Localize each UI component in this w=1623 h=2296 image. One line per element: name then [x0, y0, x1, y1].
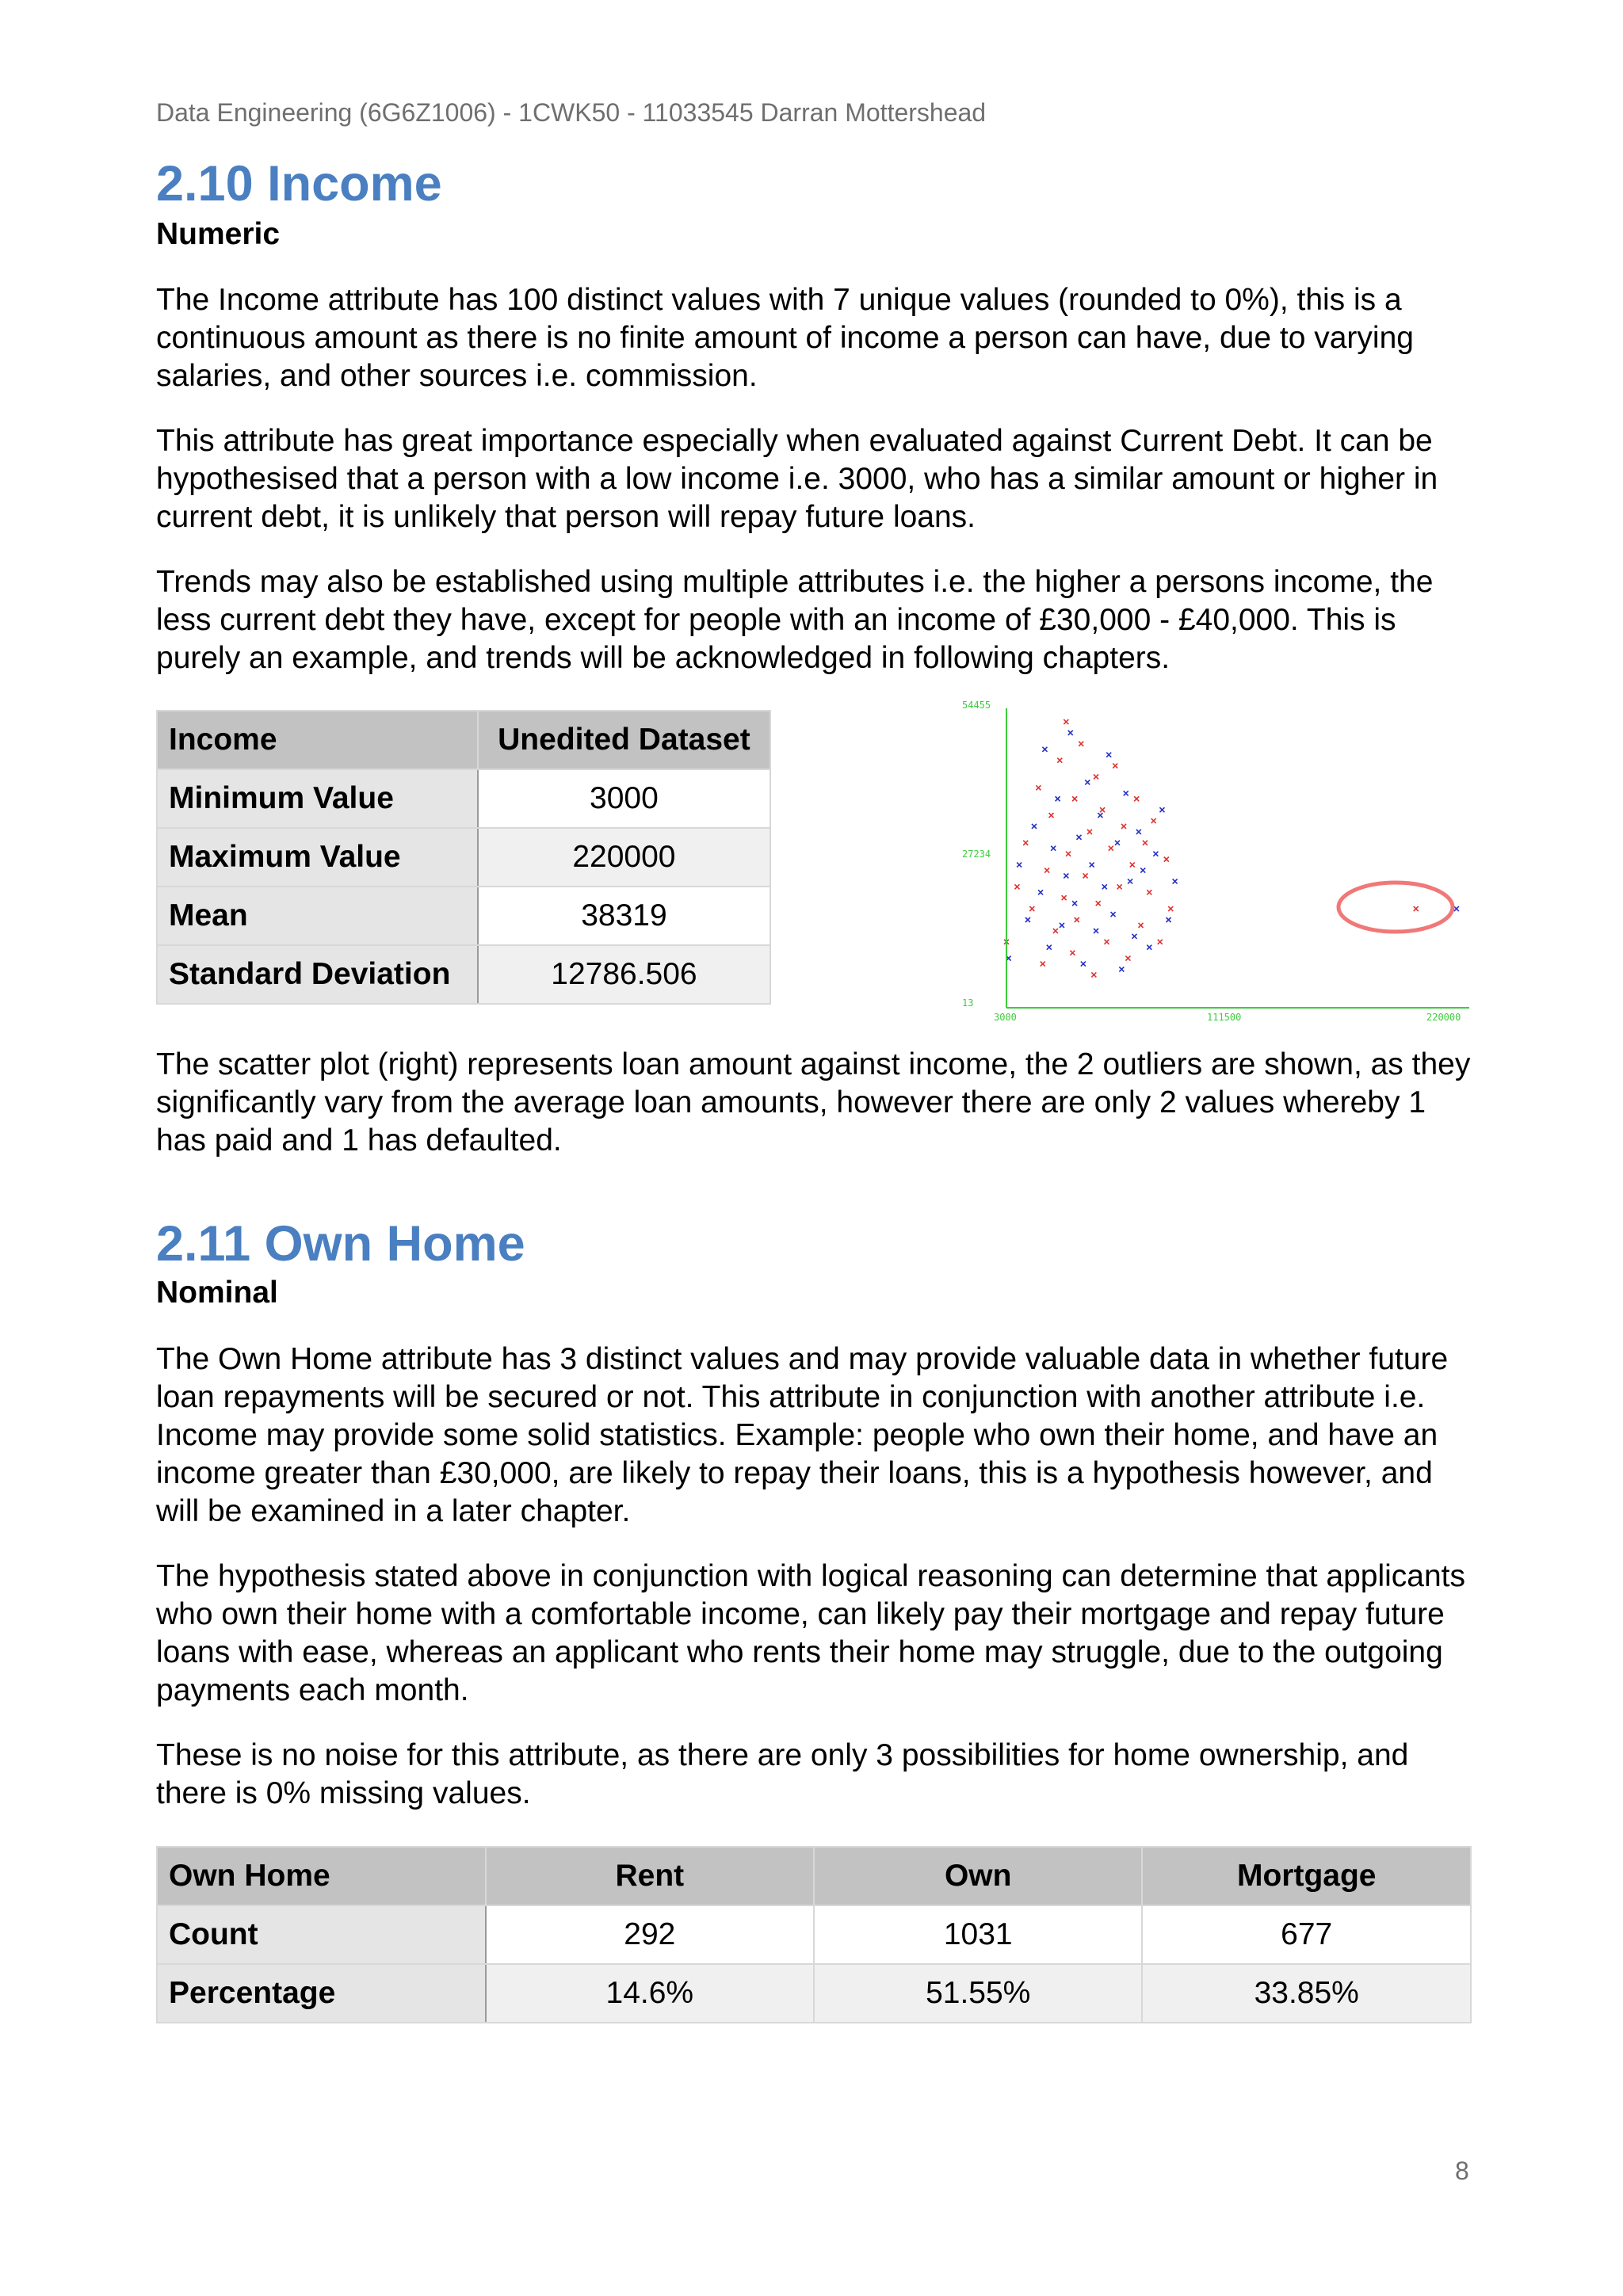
scatter-point: [1044, 868, 1049, 873]
scatter-point: [1041, 962, 1045, 967]
scatter-point: [1128, 879, 1132, 883]
scatter-point: [1091, 972, 1096, 977]
paragraph: The Income attribute has 100 distinct values with 7 unique values (rounded to 0%), this is a continuous amount as there is no finite amount of income a person can have, due to varying salaries, and other sources i.e. commission.: [156, 283, 1414, 393]
scatter-point: [1096, 901, 1101, 906]
scatter-point: [1053, 929, 1058, 933]
scatter-point: [1017, 863, 1022, 868]
income-kind-label: Numeric: [156, 217, 281, 251]
own-home-text: [156, 1341, 1472, 1813]
scatter-point: [1056, 796, 1060, 801]
scatter-point: [1130, 863, 1135, 868]
scatter-point: [1124, 791, 1128, 795]
running-header: Data Engineering (6G6Z1006) - 1CWK50 - 11033545 Darran Mottershead: [156, 98, 987, 127]
scatter-point: [1414, 906, 1419, 911]
scatter-point: [1164, 857, 1169, 862]
scatter-point: [1167, 917, 1171, 922]
table-row: [157, 769, 770, 828]
scatter-point: [1111, 912, 1116, 917]
scatter-point: [1064, 873, 1068, 878]
scatter-point: [1064, 719, 1068, 724]
scatter-point: [1139, 923, 1144, 928]
paragraph: This attribute has great importance especially when evaluated against Current Debt. It can be hypothesised that a person with a low income i.e. 3000, who has a similar amount or higher in current debt, it is unlikely that person will repay future loans.: [156, 424, 1438, 534]
scatter-point: [1090, 863, 1094, 868]
scatter-point: [1077, 835, 1082, 840]
table-header-cell: Mortgage: [1142, 1847, 1471, 1905]
scatter-point: [1029, 906, 1034, 911]
table-header-cell: Rent: [486, 1847, 814, 1905]
table-cell: 1031: [814, 1905, 1142, 1964]
row-label: Count: [157, 1905, 486, 1964]
scatter-point: [1147, 890, 1151, 894]
scatter-point: [1025, 917, 1030, 922]
scatter-point: [1168, 906, 1173, 911]
table-cell: 14.6%: [486, 1964, 814, 2023]
row-label: Minimum Value: [157, 769, 478, 828]
scatter-point: [1106, 753, 1111, 757]
paragraph: Trends may also be established using multiple attributes i.e. the higher a persons income, the less current debt they have, except for people with an income of £30,000 - £40,000. This is purely an example, and trends will be acknowledged in following chapters.: [156, 565, 1434, 675]
scatter-point: [1153, 852, 1158, 856]
income-stats-table: [156, 710, 771, 1005]
table-cell: 3000: [478, 769, 770, 828]
scatter-point: [1057, 758, 1062, 763]
scatter-point: [1062, 895, 1067, 900]
table-header-cell: Income: [157, 711, 478, 769]
table-header-row: [157, 1847, 1471, 1905]
table-header-cell: Unedited Dataset: [478, 711, 770, 769]
y-tick-label: 27234: [962, 849, 991, 860]
scatter-point: [1094, 774, 1098, 779]
scatter-point: [1032, 824, 1037, 829]
scatter-point: [1151, 818, 1156, 823]
y-tick-label: 13: [962, 997, 974, 1009]
row-label: Mean: [157, 887, 478, 945]
scatter-point: [1060, 923, 1064, 928]
table-row: [157, 945, 770, 1004]
scatter-point: [1023, 841, 1028, 845]
table-cell: 292: [486, 1905, 814, 1964]
scatter-point: [1454, 906, 1459, 911]
scatter-point: [1038, 890, 1043, 894]
scatter-point: [1158, 940, 1163, 944]
x-tick-label: 3000: [994, 1012, 1017, 1023]
table-cell: 51.55%: [814, 1964, 1142, 2023]
own-home-table: [156, 1846, 1472, 2023]
table-cell: 677: [1142, 1905, 1471, 1964]
scatter-point: [1085, 780, 1090, 784]
scatter-point: [1117, 884, 1122, 889]
table-row: [157, 1964, 1471, 2023]
scatter-description: The scatter plot (right) represents loan amount against income, the 2 outliers are shown, as they significantly vary from the average loan amounts, however there are only 2 values whereby 1 has paid and 1 has defaulted.: [156, 1047, 1471, 1158]
scatter-points: [1004, 719, 1459, 977]
scatter-point: [1070, 951, 1075, 955]
scatter-point: [1140, 868, 1145, 873]
scatter-point: [1134, 796, 1139, 801]
scatter-point: [1121, 824, 1126, 829]
scatter-point: [1049, 813, 1054, 818]
scatter-point: [1173, 879, 1178, 883]
table-cell: 12786.506: [478, 945, 770, 1004]
scatter-point: [1143, 841, 1148, 845]
scatter-point: [1066, 852, 1071, 856]
own-home-heading: 2.11 Own Home: [156, 1216, 525, 1272]
scatter-point: [1075, 917, 1079, 922]
table-cell: 33.85%: [1142, 1964, 1471, 2023]
scatter-point: [1147, 945, 1151, 950]
table-header-row: [157, 711, 770, 769]
scatter-point: [1081, 962, 1086, 967]
scatter-point: [1115, 841, 1120, 845]
scatter-point: [1042, 747, 1047, 752]
table-cell: 220000: [478, 828, 770, 887]
table-cell: 38319: [478, 887, 770, 945]
outlier-highlight-circle: [1338, 883, 1453, 932]
scatter-point: [1079, 742, 1083, 746]
scatter-point: [1047, 945, 1052, 950]
paragraph: The Own Home attribute has 3 distinct values and may provide valuable data in whether future loan repayments will be secured or not. This attribute in conjunction with another attribute i.e. Income may provide some solid statistics. Example: people who own their home, and have an income greater than £30,000, are likely to repay their loans, this is a hypothesis however, and will be examined in a later chapter.: [156, 1342, 1449, 1528]
scatter-point: [1136, 830, 1141, 834]
scatter-point: [1072, 796, 1077, 801]
row-label: Standard Deviation: [157, 945, 478, 1004]
own-home-kind-label: Nominal: [156, 1276, 278, 1310]
scatter-point: [1072, 901, 1077, 906]
scatter-point: [1036, 785, 1041, 790]
scatter-point: [1051, 846, 1056, 851]
table-header-cell: Own Home: [157, 1847, 486, 1905]
scatter-point: [1100, 807, 1105, 812]
scatter-point: [1125, 956, 1130, 961]
scatter-point: [1159, 807, 1164, 812]
x-tick-label: 111500: [1207, 1012, 1242, 1023]
income-heading: 2.10 Income: [156, 156, 442, 212]
paragraph: The hypothesis stated above in conjunction with logical reasoning can determine that applicants who own their home with a comfortable income, can likely pay their mortgage and repay future loans with ease, whereas an applicant who rents their home may struggle, due to the outgoing payments each month.: [156, 1559, 1466, 1707]
scatter-point: [1113, 764, 1117, 769]
scatter-point: [1094, 929, 1098, 933]
table-row: [157, 887, 770, 945]
table-row: [157, 1905, 1471, 1964]
scatter-point: [1102, 884, 1107, 889]
scatter-point: [1104, 940, 1109, 944]
income-loan-scatter-plot: [951, 694, 1474, 1027]
scatter-point: [1109, 846, 1113, 851]
scatter-point: [1087, 830, 1092, 834]
scatter-point: [1083, 873, 1088, 878]
page-number: 8: [1455, 2157, 1469, 2185]
income-intro-text: [156, 281, 1472, 677]
x-tick-label: 220000: [1426, 1012, 1461, 1023]
table-row: [157, 828, 770, 887]
scatter-point: [1014, 884, 1019, 889]
y-tick-label: 54455: [962, 700, 991, 711]
row-label: Percentage: [157, 1964, 486, 2023]
paragraph: These is no noise for this attribute, as there are only 3 possibilities for home ownership, and there is 0% missing values.: [156, 1738, 1409, 1810]
scatter-point: [1068, 730, 1073, 735]
table-header-cell: Own: [814, 1847, 1142, 1905]
scatter-point: [1132, 934, 1136, 939]
row-label: Maximum Value: [157, 828, 478, 887]
scatter-point: [1098, 813, 1102, 818]
scatter-point: [1119, 967, 1124, 971]
